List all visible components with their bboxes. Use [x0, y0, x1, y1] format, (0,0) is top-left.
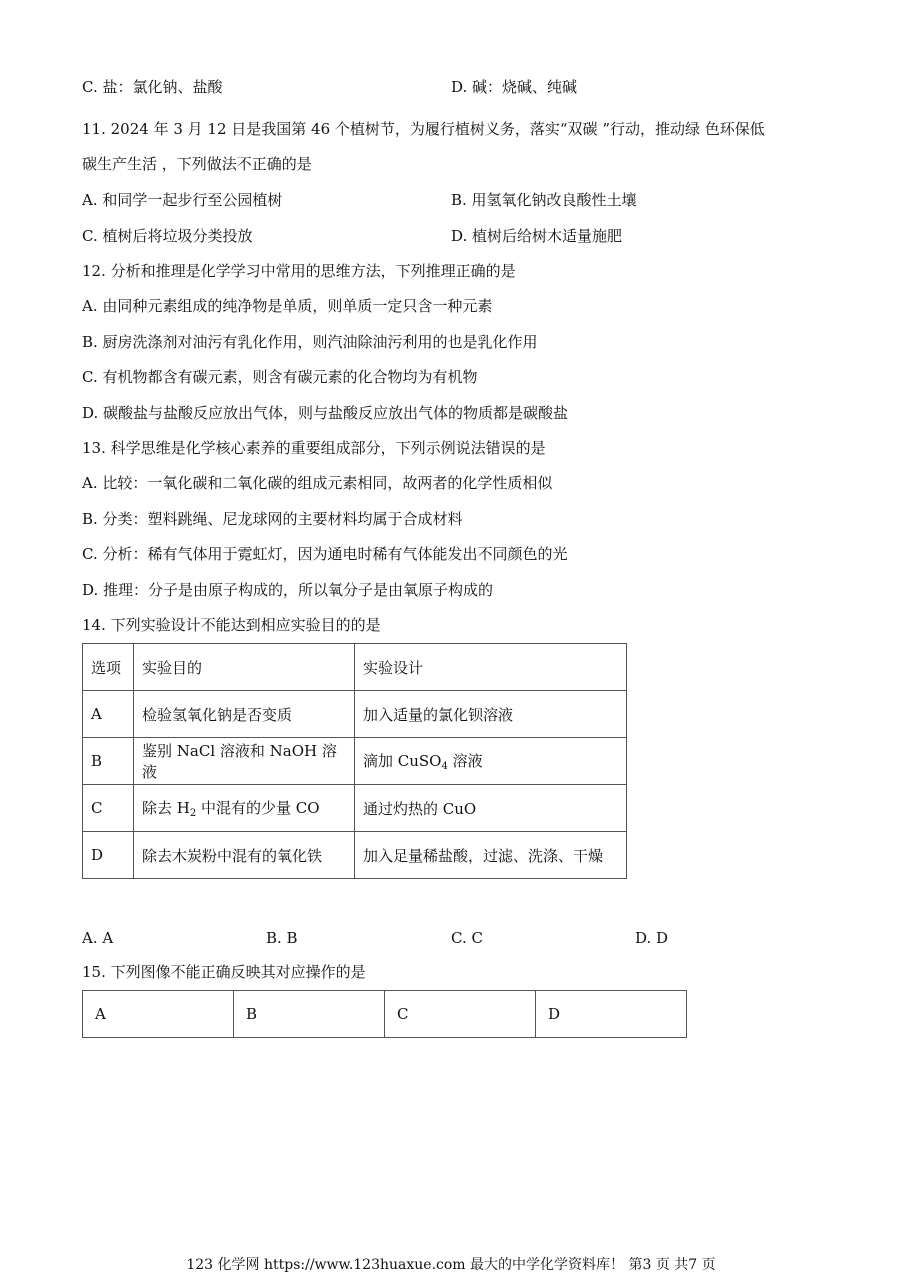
- q14-answer-a: A. A: [82, 929, 114, 947]
- q12-option-c: C. 有机物都含有碳元素，则含有碳元素的化合物均为有机物: [82, 368, 478, 386]
- q12-option-a: A. 由同种元素组成的纯净物是单质，则单质一定只含一种元素: [82, 297, 493, 315]
- q10-option-d: D. 碱：烧碱、纯碱: [451, 78, 578, 96]
- table-row: [83, 991, 687, 1038]
- row-option: A: [83, 691, 134, 738]
- row-option: D: [83, 832, 134, 879]
- table-row: [83, 832, 627, 879]
- q13-option-d: D. 推理：分子是由原子构成的，所以氧分子是由氧原子构成的: [82, 581, 494, 599]
- q14-answer-b: B. B: [266, 929, 298, 947]
- q14-answer-c: C. C: [451, 929, 483, 947]
- goal-text: 除去 H: [142, 799, 190, 817]
- q13-stem: 13. 科学思维是化学核心素养的重要组成部分，下列示例说法错误的是: [82, 439, 546, 457]
- subscript: 2: [189, 808, 197, 819]
- q15-cell-a: A: [83, 991, 234, 1038]
- q12-option-d: D. 碳酸盐与盐酸反应放出气体，则与盐酸反应放出气体的物质都是碳酸盐: [82, 404, 569, 422]
- header-goal: 实验目的: [134, 644, 355, 691]
- q11-option-d: D. 植树后给树木适量施肥: [451, 227, 623, 245]
- q11-option-c: C. 植树后将垃圾分类投放: [82, 227, 253, 245]
- row-design: 加入适量的氯化钡溶液: [355, 691, 627, 738]
- row-goal: 检验氢氧化钠是否变质: [134, 691, 355, 738]
- q13-option-a: A. 比较：一氧化碳和二氧化碳的组成元素相同，故两者的化学性质相似: [82, 474, 553, 492]
- table-header-row: [83, 644, 627, 691]
- goal-text: 中混有的少量 CO: [196, 799, 320, 817]
- row-goal: 除去木炭粉中混有的氧化铁: [134, 832, 355, 879]
- design-text: 滴加 CuSO: [363, 752, 442, 770]
- row-option: C: [83, 785, 134, 832]
- q15-cell-d: D: [536, 991, 687, 1038]
- q14-stem: 14. 下列实验设计不能达到相应实验目的的是: [82, 616, 381, 634]
- q14-table: [82, 643, 627, 879]
- q12-option-b: B. 厨房洗涤剂对油污有乳化作用，则汽油除油污利用的也是乳化作用: [82, 333, 538, 351]
- row-design: 通过灼热的 CuO: [355, 785, 627, 832]
- q11-option-a: A. 和同学一起步行至公园植树: [82, 191, 283, 209]
- row-goal: [134, 785, 355, 832]
- row-option: B: [83, 738, 134, 785]
- row-design: 加入足量稀盐酸，过滤、洗涤、干燥: [355, 832, 627, 879]
- q15-stem: 15. 下列图像不能正确反映其对应操作的是: [82, 963, 366, 981]
- q12-stem: 12. 分析和推理是化学学习中常用的思维方法，下列推理正确的是: [82, 262, 516, 280]
- subscript: 4: [441, 761, 448, 772]
- page-footer: 123 化学网 https://www.123huaxue.com 最大的中学化学资料库！ 第3 页 共7 页: [186, 1257, 716, 1273]
- table-row: [83, 785, 627, 832]
- design-text: 溶液: [447, 752, 483, 770]
- q11-stem-line1: 11. 2024 年 3 月 12 日是我国第 46 个植树节，为履行植树义务，落实“双碳 ”行动，推动绿 色环保低: [82, 120, 765, 138]
- q15-cell-b: B: [234, 991, 385, 1038]
- q15-table: [82, 990, 687, 1038]
- row-design: [355, 738, 627, 785]
- q13-option-b: B. 分类：塑料跳绳、尼龙球网的主要材料均属于合成材料: [82, 510, 463, 528]
- row-goal: 鉴别 NaCl 溶液和 NaOH 溶液: [134, 738, 355, 785]
- q15-cell-c: C: [385, 991, 536, 1038]
- header-option: 选项: [83, 644, 134, 691]
- table-row: [83, 738, 627, 785]
- q13-option-c: C. 分析：稀有气体用于霓虹灯，因为通电时稀有气体能发出不同颜色的光: [82, 545, 568, 563]
- q11-stem-line2: 碳生产生活 ，下列做法不正确的是: [82, 155, 312, 173]
- q14-answer-d: D. D: [635, 929, 669, 947]
- table-row: [83, 691, 627, 738]
- header-design: 实验设计: [355, 644, 627, 691]
- q10-option-c: C. 盐：氯化钠、盐酸: [82, 78, 223, 96]
- q11-option-b: B. 用氢氧化钠改良酸性土壤: [451, 191, 637, 209]
